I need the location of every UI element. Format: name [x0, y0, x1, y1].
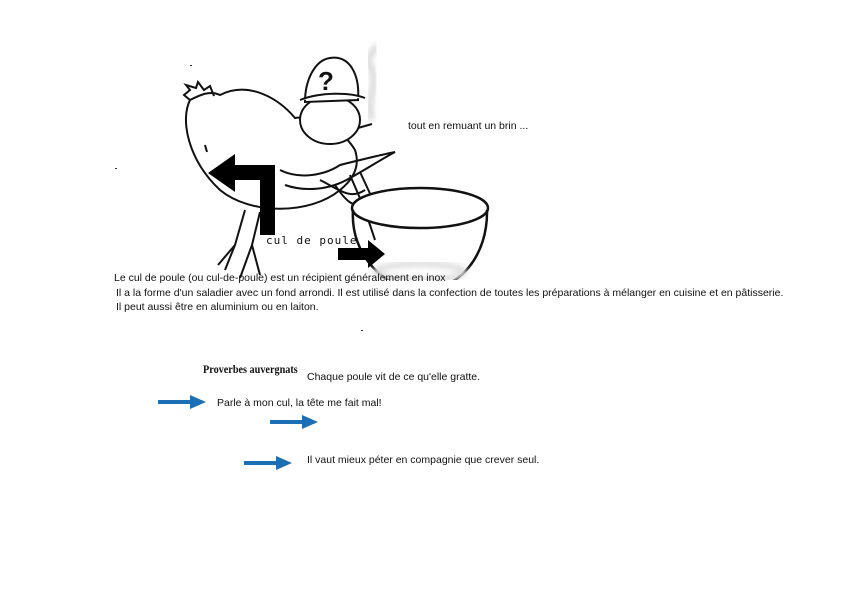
proverb-item: Il vaut mieux péter en compagnie que crever seul.: [307, 454, 540, 466]
definition-line: Le cul de poule (ou cul-de-poule) est un récipient généralement en inox: [114, 272, 446, 284]
question-mark-icon: ?: [318, 66, 334, 96]
bowl-label: cul de poule: [266, 234, 358, 247]
illustration-caption: tout en remuant un brin ...: [408, 120, 529, 132]
speck: [115, 168, 117, 169]
blue-arrow-icon: [270, 414, 320, 430]
proverb-item: Chaque poule vit de ce qu'elle gratte.: [307, 371, 481, 383]
blue-arrow-icon: [158, 394, 208, 410]
proverb-item: Parle à mon cul, la tête me fait mal!: [217, 397, 382, 409]
speck: [361, 330, 363, 331]
definition-line: Il peut aussi être en aluminium ou en laiton.: [116, 301, 319, 313]
speck: [190, 65, 192, 66]
proverbs-title: Proverbes auvergnats: [203, 362, 298, 376]
blue-arrow-icon: [244, 455, 294, 471]
definition-line: Il a la forme d'un saladier avec un fond arrondi. Il est utilisé dans la confection de toutes les préparations à mélanger en cuisine et en pâtisserie.: [116, 287, 784, 299]
